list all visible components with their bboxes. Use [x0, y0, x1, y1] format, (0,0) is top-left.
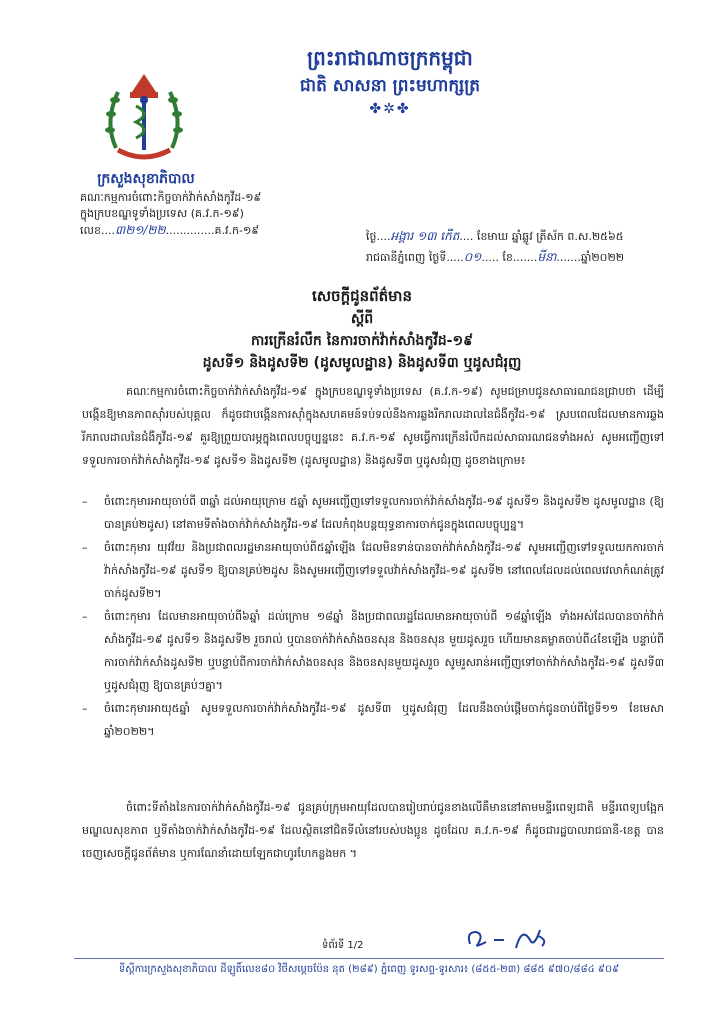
title-line-2: ស្តីពី	[350, 311, 374, 327]
lunar-date-line: ថ្ងៃ....អង្គារ ១៣ កើត.... ខែមាឃ ឆ្នាំឆ្លូវ ត្រីស័ក ព.ស.២៥៦៥	[366, 229, 624, 243]
committee-line-2: ក្នុងក្របខណ្ឌទូទាំងប្រទេស (គ.វ.ក-១៩)	[80, 207, 244, 220]
ref-prefix: លេខ	[80, 224, 101, 237]
intro-paragraph: គណៈកម្មការចំពោះកិច្ចចាក់វ៉ាក់សាំងកូវីដ-១៩ ក្នុងក្របខណ្ឌទូទាំងប្រទេស (គ.វ.ក-១៩) សូមជម្រាបជូនសាធារណជនជ្រាបថា ដើម្បីបង្កើនឱ្យមានភាពស៊ាំរបស់បុគ្គល ក៏ដូចជាបង្កើនការស៊ាំក្នុងសហគមន៍ទប់ទល់នឹងការឆ្លងរីករាលដាលនៃជំងឺកូវីដ-១៩ ស្របពេលដែលមានការឆ្លងរីករាលដាលនៃជំងឺកូវីដ-១៩ គួរឱ្យព្រួយបារម្ភក្នុងពេលបច្ចុប្បន្ននេះ គ.វ.ក-១៩ សូមធ្វើការក្រើនរំលឹកដល់សាធារណជនទាំងអស់ សូមអញ្ជើញទៅទទួលការចាក់វ៉ាក់សាំងកូវីដ-១៩ ដូសទី១ និងដូសទី២ (ដូសមូលដ្ឋាន) និងដូសទី៣ ឬដូសជំរុញ ដូចខាងក្រោម៖	[82, 385, 664, 467]
ministry-logo	[96, 70, 192, 166]
solar-date-line: រាជធានីភ្នំពេញ ថ្ងៃទី.....០១..... ខែ.......មីនា.......ឆ្នាំ២០២២	[366, 250, 625, 264]
caduceus-icon	[136, 96, 148, 150]
temple-crown-icon	[130, 74, 158, 98]
committee-line-1: គណៈកម្មការចំពោះកិច្ចចាក់វ៉ាក់សាំងកូវីដ-១៩	[80, 191, 262, 204]
national-motto: ជាតិ សាសនា ព្រះមហាក្សត្រ	[299, 76, 481, 96]
bullet-list	[82, 490, 664, 743]
list-item: – ចំពោះកុមារអាយុចាប់ពី ៣ឆ្នាំ ដល់អាយុក្រោម ៥ឆ្នាំ សូមអញ្ជើញទៅទទួលការចាក់វ៉ាក់សាំងកូវីដ-១៩ ដូសទី១ និងដូសទី២ ដូសមូលដ្ឋាន (ឱ្យបានគ្រប់២ដូស) នៅតាមទីតាំងចាក់វ៉ាក់សាំងកូវីដ-១៩ ដែលកំពុងបន្តយុទ្ធនាការចាក់ជូនក្នុងពេលបច្ចុប្បន្ន។	[82, 495, 664, 531]
kingdom-header	[200, 44, 580, 118]
issuing-committee	[80, 190, 340, 222]
initials-signature	[464, 922, 584, 954]
lunar-day-handwritten: អង្គារ ១៣ កើត	[390, 229, 460, 243]
title-line-1: សេចក្តីជូនព័ត៌មាន	[312, 287, 412, 305]
list-item: – ចំពោះកុមារ ដែលមានអាយុចាប់ពី៦ឆ្នាំ ដល់ក្រោម ១៨ឆ្នាំ និងប្រជាពលរដ្ឋដែលមានអាយុចាប់ពី ១៨ឆ្នាំឡើង ទាំងអស់ដែលបានចាក់វ៉ាក់សាំងកូវីដ-១៩ ដូសទី១ និងដូសទី២ រួចរាល់ ឬបានចាក់វ៉ាក់សាំងចនសុន និងចនសុន មួយដូសរួច ហើយមានគម្លាតចាប់ពី៤ខែឡើង បន្ទាប់ពីការចាក់វ៉ាក់សាំងដូសទី២ ឬបន្ទាប់ពីការចាក់វ៉ាក់សាំងចនសុន និងចនសុនមួយដូសរួច សូមរួសរាន់អញ្ជើញទៅចាក់វ៉ាក់សាំងកូវីដ-១៩ ដូសទី៣ ឬដូសជំរុញ ឱ្យបានគ្រប់ៗគ្នា។	[82, 610, 664, 692]
ornament-divider: ✤✲✤	[369, 101, 411, 117]
month-handwritten: មីនា	[537, 250, 557, 264]
title-line-3: ការក្រើនរំលឹក នៃការចាក់វ៉ាក់សាំងកូវីដ-១៩	[251, 333, 473, 349]
list-item: – ចំពោះកុមារអាយុ៥ឆ្នាំ សូមទទួលការចាក់វ៉ាក់សាំងកូវីដ-១៩ ដូសទី៣ ឬដូសជំរុញ ដែលនឹងចាប់ផ្តើមចាក់ជូនចាប់ពីថ្ងៃទី១១ ខែមេសា ឆ្នាំ២០២២។	[82, 702, 664, 738]
footer-address: ទីស្តីការក្រសួងសុខាភិបាល ដីឡូតិ៍លេខ៨០ វិថីសម្តេចប៉ែន នុត (២៨៩) ភ្នំពេញ ទូរសព្ទ-ទូរសារ៖ (៨៥៥-២៣) ៨៨៥ ៩៧០/៨៨៤ ៩០៩	[118, 964, 620, 975]
ref-number-handwritten: ៣២១/២២	[114, 223, 166, 237]
day-handwritten: ០១	[463, 250, 482, 264]
ministry-name: ក្រសួងសុខាភិបាល	[97, 171, 195, 187]
footer-divider	[74, 958, 664, 959]
list-item: – ចំពោះកុមារ យុវវ័យ និងប្រជាពលរដ្ឋមានអាយុចាប់ពី៥ឆ្នាំឡើង ដែលមិនទាន់បានចាក់វ៉ាក់សាំងកូវីដ-១៩ សូមអញ្ជើញទៅទទួលយកការចាក់វ៉ាក់សាំងកូវីដ-១៩ ដូសទី១ ឱ្យបានគ្រប់២ដូស និងសូមអញ្ជើញទៅទទួលវ៉ាក់សាំងកូវីដ-១៩ ដូសទី២ នៅពេលដែលដល់ពេលវេលាកំណត់ត្រូវចាក់ដូសទី២។	[82, 541, 664, 600]
document-title	[130, 284, 594, 374]
closing-paragraph: ចំពោះទីតាំងនៃការចាក់វ៉ាក់សាំងកូវីដ-១៩ ជូនគ្រប់ក្រុមអាយុដែលបានរៀបរាប់ជូនខាងលើគឺមាននៅតាមមន្ទីរពេទ្យជាតិ មន្ទីរពេទ្យបង្អែក មណ្ឌលសុខភាព ឬទីតាំងចាក់វ៉ាក់សាំងកូវីដ-១៩ ដែលស្ថិតនៅជិតទីលំនៅរបស់បងប្អូន ដូចដែល គ.វ.ក-១៩ ក៏ដូចជារដ្ឋបាលរាជធានី-ខេត្ត បានចេញសេចក្តីជូនព័ត៌មាន ឬការណែនាំដោយឡែកជាហូរហែកន្លងមក ។	[82, 801, 664, 860]
page-number: ទំព័រទី 1/2	[322, 940, 364, 951]
ref-suffix: គ.វ.ក-១៩	[214, 224, 260, 237]
date-block	[366, 226, 666, 268]
kingdom-title: ព្រះរាជាណាចក្រកម្ពុជា	[307, 46, 473, 70]
reference-number: លេខ....៣២១/២២..............គ.វ.ក-១៩	[80, 223, 260, 237]
title-line-4: ដូសទី១ និងដូសទី២ (ដូសមូលដ្ឋាន) និងដូសទី៣ ឬដូសជំរុញ	[202, 355, 522, 371]
